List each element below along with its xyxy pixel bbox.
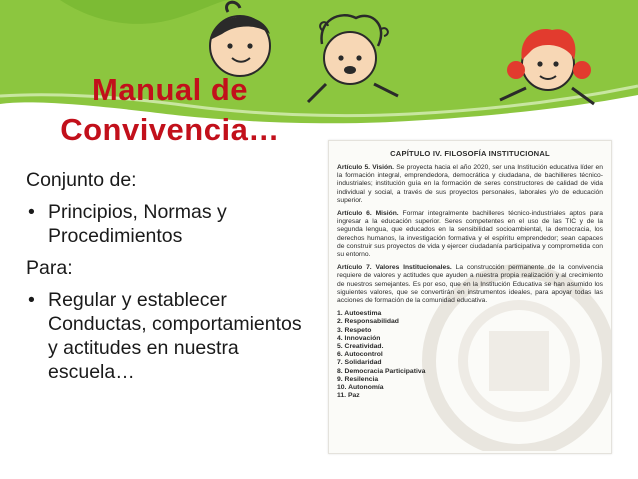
article-values [337,264,603,305]
chapter-title: CAPÍTULO IV. FILOSOFÍA INSTITUCIONAL [390,149,550,158]
value-item: 9. Resilencia [337,375,379,383]
intro-text: Conjunto de: [26,169,137,191]
title-line-1: Manual de [91,72,249,107]
slide-title [30,70,310,150]
document-content [337,149,603,400]
article-text: Formar integralmente bachilleres técnico-industriales aptos para ingresar a la educación superior. Seres competentes en el uso de las TIC y de la segunda lengua, que educados en la sensibilidad socioambiental, la democracia, los derechos humanos, la investigación formativa y el espíritu emprendedor; sean capaces de construir sus proyectos de vida y ejercer ciudadanía participativa y comprometida con su entorno. [337,210,603,259]
value-item: 10. Autonomía [337,384,384,392]
purpose-text: Para: [26,257,73,279]
document-excerpt [328,140,612,454]
article-label: Artículo 7. Valores Institucionales. [337,264,452,272]
bullet-list-1 [26,200,316,248]
value-item: 6. Autocontrol [337,351,383,359]
value-item: 2. Responsabilidad [337,318,399,326]
value-item: 1. Autoestima [337,310,382,318]
value-item: 8. Democracia Participativa [337,367,426,375]
article-label: Artículo 6. Misión. [337,210,399,218]
value-item: 4. Innovación [337,334,381,342]
article-mission [337,210,603,259]
article-label: Artículo 5. Visión. [337,164,395,171]
bullet-item: • Principios, Normas y Procedimientos [26,200,316,248]
value-item: 11. Paz [337,392,360,400]
article-vision [337,164,603,205]
title-line-2: Convivencia… [60,112,280,147]
bullet-list-2 [26,288,316,384]
article-text: Se proyecta hacia el año 2020, ser una Institución educativa líder en la formación integral, emprendedora, democrática y ciudadana, de bachilleres técnico-industriales; institución guía en la formación de seres constructores de calidad de vida individual y social, a través de sus proyectos personales, laborales y/o de educación superior. [337,164,603,204]
value-item: 5. Creatividad. [337,343,384,351]
slide-body [26,168,316,392]
bullet-item: • Regular y establecer Conductas, comportamientos y actitudes en nuestra escuela… [26,288,316,384]
value-item: 7. Solidaridad [337,359,382,367]
value-item: 3. Respeto [337,326,372,334]
values-list [337,310,603,400]
article-text: La construcción permanente de la convivencia requiere de valores y actitudes que ayuden a nuestra propia realización y al crecimiento de nuestros semejantes. Es por eso, que en la Institución Educativa se han asumido los siguientes valores, que se convertirán en instrumentos ideales, para apoyar todas las acciones de formación de la comunidad educativa. [337,264,603,305]
